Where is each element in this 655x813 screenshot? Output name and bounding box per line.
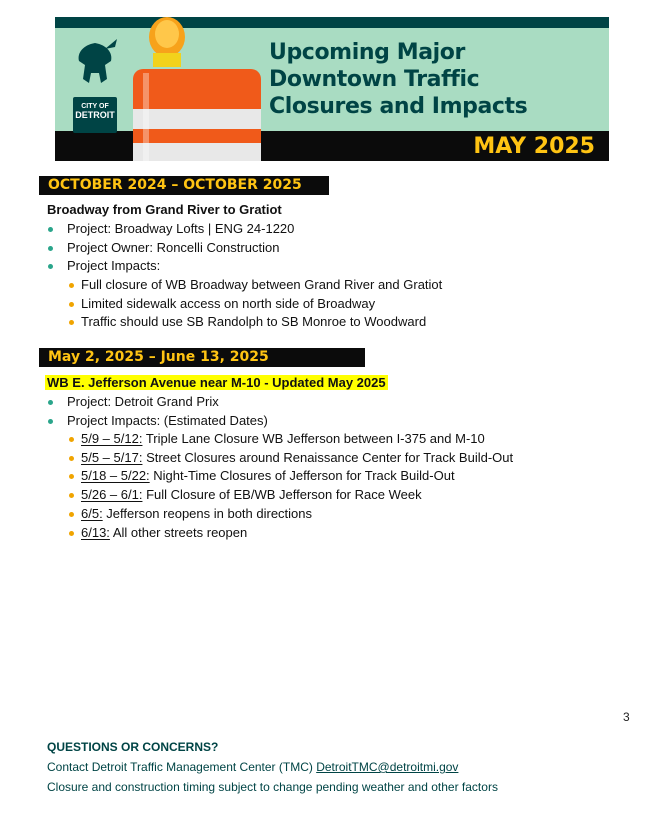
list-item: Full closure of WB Broadway between Grand River and Gratiot — [47, 276, 442, 295]
list-item: Traffic should use SB Randolph to SB Monroe to Woodward — [47, 313, 442, 332]
list-item: Project Owner: Roncelli Construction — [47, 239, 294, 258]
impact-text: Triple Lane Closure WB Jefferson between I-375 and M-10 — [142, 431, 485, 446]
list-item — [47, 449, 513, 468]
list-item — [47, 430, 513, 449]
banner-title — [269, 39, 605, 120]
section-headline: Broadway from Grand River to Gratiot — [47, 202, 282, 217]
impact-sub-bullet-list — [47, 276, 442, 332]
list-item: Project: Broadway Lofts | ENG 24-1220 — [47, 220, 294, 239]
list-item: Project Impacts: — [47, 257, 294, 276]
impact-text: Full Closure of EB/WB Jefferson for Race Week — [142, 487, 422, 503]
footer-contact — [47, 760, 458, 774]
banner-title-line: Upcoming Major — [269, 40, 465, 65]
city-of-detroit-logo-icon — [69, 39, 121, 135]
impact-text: Street Closures around Renaissance Center for Track Build-Out — [142, 449, 514, 465]
header-banner — [55, 17, 609, 161]
list-item — [47, 505, 513, 524]
project-bullet-list — [47, 220, 294, 276]
impact-date: 5/26 – 6/1: — [81, 487, 143, 503]
project-bullet-list — [47, 393, 268, 430]
banner-month: MAY 2025 — [473, 134, 595, 159]
logo-wordmark — [69, 103, 121, 120]
logo-line2: DETROIT — [75, 110, 115, 120]
traffic-barrel-icon — [133, 17, 265, 161]
list-item — [47, 524, 513, 543]
list-item: Limited sidewalk access on north side of Broadway — [47, 295, 442, 314]
page-number: 3 — [623, 710, 630, 724]
section-header-date-range: May 2, 2025 – June 13, 2025 — [39, 348, 365, 367]
banner-title-line: Downtown Traffic — [269, 67, 480, 92]
section-headline-highlighted: WB E. Jefferson Avenue near M-10 - Updated May 2025 — [47, 375, 386, 390]
list-item — [47, 486, 513, 505]
banner-title-line: Closures and Impacts — [269, 94, 528, 119]
impact-date: 6/5: — [81, 505, 103, 521]
impact-text: All other streets reopen — [109, 524, 248, 540]
list-item: Project: Detroit Grand Prix — [47, 393, 268, 412]
list-item — [47, 467, 513, 486]
section-header-date-range: OCTOBER 2024 – OCTOBER 2025 — [39, 176, 329, 195]
impact-date: 5/9 – 5/12: — [81, 431, 143, 446]
impact-date: 5/18 – 5/22: — [81, 468, 150, 484]
logo-line1: CITY OF — [81, 103, 109, 110]
impact-date: 6/13: — [81, 524, 110, 540]
impact-text: Jefferson reopens in both directions — [102, 505, 313, 521]
list-item: Project Impacts: (Estimated Dates) — [47, 412, 268, 431]
impact-text: Night-Time Closures of Jefferson for Track Build-Out — [149, 468, 455, 484]
impact-date: 5/5 – 5/17: — [81, 449, 143, 465]
footer-contact-text: Contact Detroit Traffic Management Center (TMC) — [47, 760, 317, 774]
footer-questions-heading: QUESTIONS OR CONCERNS? — [47, 740, 219, 754]
contact-email-link[interactable]: DetroitTMC@detroitmi.gov — [316, 760, 459, 774]
footer-disclaimer: Closure and construction timing subject to change pending weather and other factors — [47, 780, 498, 794]
impact-dates-sub-bullet-list — [47, 430, 513, 542]
